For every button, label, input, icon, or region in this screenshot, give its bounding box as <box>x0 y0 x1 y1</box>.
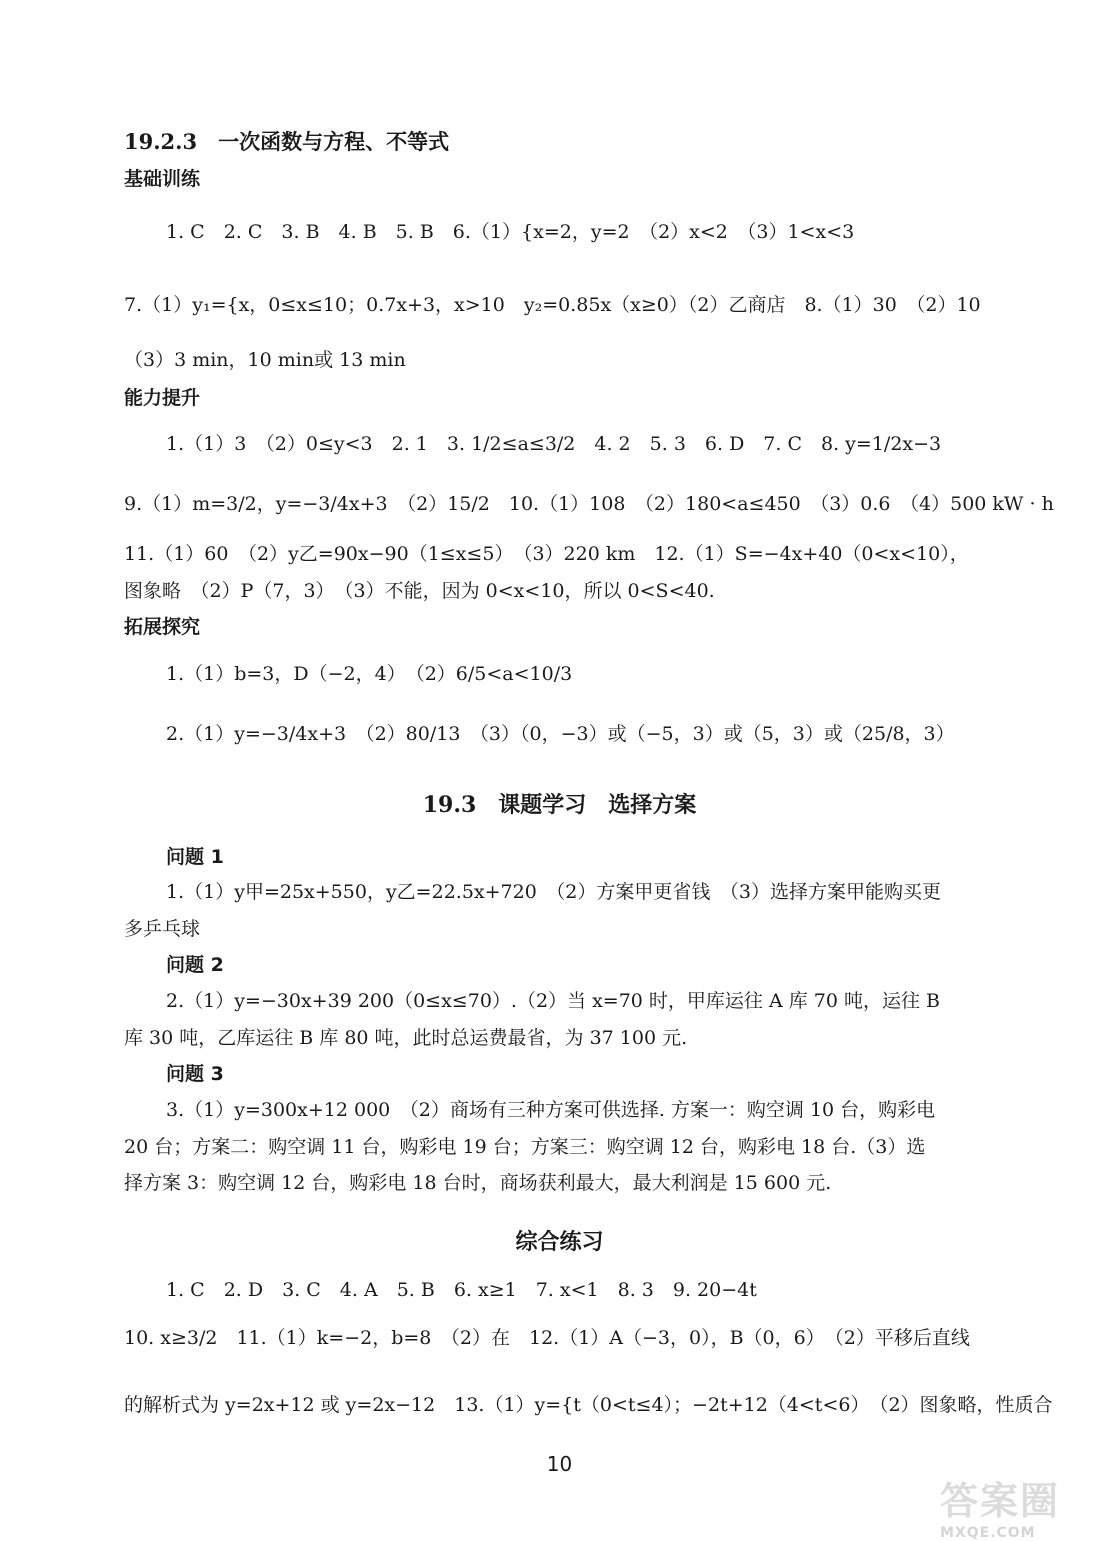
subheading-ability-improvement: 能力提升 <box>124 387 201 409</box>
watermark-text: 答案圈 <box>940 1479 1061 1523</box>
question-2-answer-line-1: 2.（1）y=−30x+39 200（0≤x≤70）.（2）当 x=70 时，甲库运往 A 库 70 吨，运往 B <box>166 990 940 1012</box>
question-2-heading: 问题 2 <box>166 954 224 976</box>
question-1-heading: 问题 1 <box>166 846 224 868</box>
page-number: 10 <box>546 1452 573 1476</box>
ability-answers-line-1: 1.（1）3 （2）0≤y<3 2. 1 3. 1/2≤a≤3/2 4. 2 5. 3 6. D 7. C 8. y=1/2x−3 <box>166 433 942 455</box>
comprehensive-practice-title: 综合练习 <box>515 1229 604 1255</box>
comprehensive-answers-line-1: 1. C 2. D 3. C 4. A 5. B 6. x≥1 7. x<1 8. 3 9. 20−4t <box>166 1279 757 1301</box>
question-3-heading: 问题 3 <box>166 1063 224 1085</box>
subheading-basic-training: 基础训练 <box>124 168 201 190</box>
question-3-answer-line-3: 择方案 3：购空调 12 台，购彩电 18 台时，商场获利最大，最大利润是 15 600 元. <box>124 1172 832 1194</box>
extension-answers-line-1: 1.（1）b=3，D（−2，4） （2）6/5<a<10/3 <box>166 663 573 685</box>
ability-answers-line-4: 图象略 （2）P（7，3） （3）不能，因为 0<x<10，所以 0<S<40. <box>124 580 715 602</box>
extension-answers-line-2: 2.（1）y=−3/4x+3 （2）80/13 （3）（0，−3）或（−5，3）或（5，3）或（25/8，3） <box>166 723 955 745</box>
comprehensive-answers-line-3: 的解析式为 y=2x+12 或 y=2x−12 13.（1）y={t（0<t≤4）；−2t+12（4<t<6） （2）图象略，性质合 <box>124 1394 1053 1416</box>
ability-answers-line-3: 11.（1）60 （2）y乙=90x−90（1≤x≤5） （3）220 km 12.（1）S=−4x+40（0<x<10）， <box>124 543 969 565</box>
ability-answers-line-2: 9.（1）m=3/2，y=−3/4x+3 （2）15/2 10.（1）108 （2）180<a≤450 （3）0.6 （4）500 kW · h <box>124 493 1054 515</box>
subheading-extension: 拓展探究 <box>124 616 201 638</box>
basic-answers-line-3: （3）3 min，10 min或 13 min <box>124 349 406 371</box>
question-3-answer-line-1: 3.（1）y=300x+12 000 （2）商场有三种方案可供选择. 方案一：购空调 10 台，购彩电 <box>166 1099 936 1121</box>
question-1-answer-line-2: 多乒乓球 <box>124 918 201 940</box>
basic-answers-line-2: 7.（1）y₁={x，0≤x≤10；0.7x+3，x>10 y₂=0.85x（x≥0）（2）乙商店 8.（1）30 （2）10 <box>124 294 981 316</box>
section-19-3-title: 19.3 课题学习 选择方案 <box>422 792 697 818</box>
question-2-answer-line-2: 库 30 吨，乙库运往 B 库 80 吨，此时总运费最省，为 37 100 元. <box>124 1027 688 1049</box>
watermark-url: MXQE.COM <box>940 1525 1036 1541</box>
watermark-logo <box>940 1470 1100 1541</box>
question-3-answer-line-2: 20 台；方案二：购空调 11 台，购彩电 19 台；方案三：购空调 12 台，购彩电 18 台.（3）选 <box>124 1136 926 1158</box>
basic-answers-line-1: 1. C 2. C 3. B 4. B 5. B 6.（1）{x=2，y=2 （2）x<2 （3）1<x<3 <box>166 221 855 243</box>
question-1-answer-line-1: 1.（1）y甲=25x+550，y乙=22.5x+720 （2）方案甲更省钱 （3）选择方案甲能购买更 <box>166 881 941 903</box>
comprehensive-answers-line-2: 10. x≥3/2 11.（1）k=−2，b=8 （2）在 12.（1）A（−3，0），B（0，6） （2）平移后直线 <box>124 1327 970 1349</box>
section-19-2-3-title: 19.2.3 一次函数与方程、不等式 <box>124 129 450 154</box>
